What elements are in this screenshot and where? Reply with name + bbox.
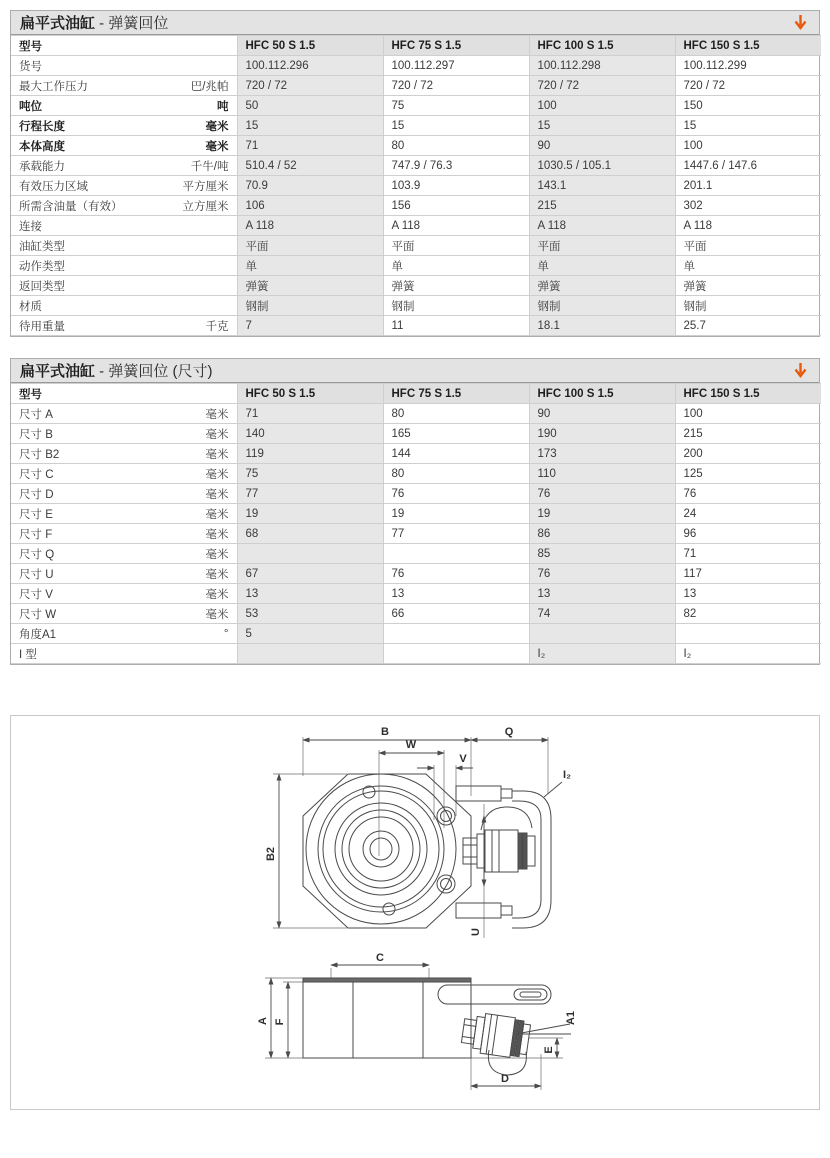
- model-header-row: [11, 384, 821, 404]
- row-unit: 毫米: [205, 140, 229, 153]
- spec-row: [11, 644, 821, 664]
- row-unit: 毫米: [205, 528, 229, 541]
- value-cell: 13: [237, 584, 383, 604]
- row-unit: 毫米: [205, 548, 229, 561]
- row-label-cell: [11, 96, 237, 116]
- value-cell: 125: [675, 464, 821, 484]
- download-arrow-icon: [793, 362, 808, 379]
- drawing-side-view: [265, 965, 571, 1090]
- spec-row: [11, 96, 821, 116]
- row-label: 尺寸 B2: [19, 448, 60, 461]
- dim-label-v: V: [459, 753, 467, 765]
- value-cell: 100: [529, 96, 675, 116]
- value-cell: 19: [237, 504, 383, 524]
- value-cell: 80: [383, 404, 529, 424]
- dimension-table: [11, 383, 821, 664]
- row-label-cell: [11, 136, 237, 156]
- row-label: 尺寸 W: [19, 608, 57, 621]
- value-cell: 70.9: [237, 176, 383, 196]
- value-cell: 302: [675, 196, 821, 216]
- value-cell: 50: [237, 96, 383, 116]
- value-cell: 76: [529, 484, 675, 504]
- row-unit: 毫米: [205, 120, 229, 133]
- dim-label-w: W: [405, 739, 417, 751]
- value-cell: 85: [529, 544, 675, 564]
- download-arrow-icon: [793, 14, 808, 31]
- value-cell: 173: [529, 444, 675, 464]
- download-button[interactable]: [791, 11, 810, 34]
- value-cell: 215: [675, 424, 821, 444]
- row-label-cell: [11, 276, 237, 296]
- value-cell: 1447.6 / 147.6: [675, 156, 821, 176]
- value-cell: 66: [383, 604, 529, 624]
- row-unit: 毫米: [205, 428, 229, 441]
- row-label-cell: [11, 256, 237, 276]
- value-cell: 钢制: [237, 296, 383, 316]
- value-cell: 钢制: [383, 296, 529, 316]
- value-cell: 80: [383, 464, 529, 484]
- value-cell: 144: [383, 444, 529, 464]
- spec-row: [11, 484, 821, 504]
- row-label-cell: [11, 584, 237, 604]
- row-label-cell: [11, 296, 237, 316]
- title-bold: 扁平式油缸: [20, 363, 96, 380]
- value-cell: 5: [237, 624, 383, 644]
- row-label-cell: [11, 504, 237, 524]
- value-cell: 720 / 72: [237, 76, 383, 96]
- dimension-panel: [10, 358, 820, 665]
- spec-row: [11, 316, 821, 336]
- row-label-cell: [11, 564, 237, 584]
- value-cell: I₂: [675, 644, 821, 664]
- dimension-panel-title: [20, 360, 213, 381]
- row-label-cell: [11, 76, 237, 96]
- value-cell: 76: [529, 564, 675, 584]
- row-unit: 巴/兆帕: [190, 80, 229, 93]
- row-unit: 毫米: [205, 488, 229, 501]
- row-label: 尺寸 B: [19, 428, 53, 441]
- row-unit: 吨: [217, 100, 229, 113]
- value-cell: 19: [529, 504, 675, 524]
- value-cell: 75: [237, 464, 383, 484]
- spec-row: [11, 56, 821, 76]
- value-cell: 67: [237, 564, 383, 584]
- value-cell: 13: [675, 584, 821, 604]
- row-label: 尺寸 V: [19, 588, 53, 601]
- spec-row: [11, 156, 821, 176]
- row-label-cell: [11, 424, 237, 444]
- row-label-cell: [11, 464, 237, 484]
- value-cell: 720 / 72: [675, 76, 821, 96]
- download-button[interactable]: [791, 359, 810, 382]
- value-cell: 720 / 72: [529, 76, 675, 96]
- value-cell: 15: [675, 116, 821, 136]
- row-label-cell: [11, 644, 237, 664]
- spec-row: [11, 424, 821, 444]
- row-unit: 毫米: [205, 608, 229, 621]
- row-unit: 千克: [205, 320, 229, 333]
- row-label: 货号: [19, 60, 42, 73]
- spec-row: [11, 116, 821, 136]
- row-label-cell: [11, 544, 237, 564]
- value-cell: 150: [675, 96, 821, 116]
- row-label: 尺寸 D: [19, 488, 54, 501]
- row-label-cell: [11, 236, 237, 256]
- value-cell: [675, 624, 821, 644]
- row-label-cell: [11, 404, 237, 424]
- value-cell: 110: [529, 464, 675, 484]
- value-cell: 53: [237, 604, 383, 624]
- value-cell: 140: [237, 424, 383, 444]
- value-cell: 平面: [237, 236, 383, 256]
- row-unit: 毫米: [205, 468, 229, 481]
- model-label-cell: 型号: [11, 384, 237, 404]
- model-name-cell: HFC 150 S 1.5: [675, 36, 821, 56]
- spec-row: [11, 256, 821, 276]
- value-cell: 200: [675, 444, 821, 464]
- value-cell: A 118: [675, 216, 821, 236]
- dim-label-d: D: [501, 1073, 509, 1085]
- dim-label-b: B: [381, 726, 389, 738]
- value-cell: 80: [383, 136, 529, 156]
- spec-row: [11, 544, 821, 564]
- spec-row: [11, 564, 821, 584]
- value-cell: 单: [529, 256, 675, 276]
- row-label: 吨位: [19, 100, 42, 113]
- value-cell: 156: [383, 196, 529, 216]
- model-label-cell: 型号: [11, 36, 237, 56]
- row-unit: 毫米: [205, 568, 229, 581]
- title-rest: - 弹簧回位: [95, 15, 169, 32]
- spec-row: [11, 604, 821, 624]
- row-label: 返回类型: [19, 280, 65, 293]
- row-label: 有效压力区域: [19, 180, 88, 193]
- value-cell: 71: [237, 404, 383, 424]
- spec-panel: [10, 10, 820, 337]
- row-label: 所需含油量（有效）: [19, 200, 123, 213]
- value-cell: 96: [675, 524, 821, 544]
- row-label-cell: [11, 444, 237, 464]
- value-cell: 143.1: [529, 176, 675, 196]
- value-cell: A 118: [383, 216, 529, 236]
- row-label-cell: [11, 316, 237, 336]
- value-cell: 77: [237, 484, 383, 504]
- row-label: 尺寸 E: [19, 508, 53, 521]
- value-cell: 平面: [529, 236, 675, 256]
- dim-label-i2: I₂: [563, 769, 571, 781]
- value-cell: 100: [675, 404, 821, 424]
- spec-row: [11, 524, 821, 544]
- value-cell: 74: [529, 604, 675, 624]
- value-cell: 71: [237, 136, 383, 156]
- value-cell: 19: [383, 504, 529, 524]
- row-label-cell: [11, 484, 237, 504]
- value-cell: 103.9: [383, 176, 529, 196]
- value-cell: 13: [383, 584, 529, 604]
- value-cell: A 118: [529, 216, 675, 236]
- value-cell: 100.112.298: [529, 56, 675, 76]
- spec-row: [11, 584, 821, 604]
- value-cell: 平面: [675, 236, 821, 256]
- dim-label-c: C: [376, 952, 384, 964]
- value-cell: 15: [383, 116, 529, 136]
- spec-panel-title: [20, 12, 168, 33]
- model-name-cell: HFC 100 S 1.5: [529, 384, 675, 404]
- row-unit: 平方厘米: [182, 180, 229, 193]
- value-cell: 1030.5 / 105.1: [529, 156, 675, 176]
- value-cell: [529, 624, 675, 644]
- dim-label-q: Q: [504, 726, 514, 738]
- spec-row: [11, 444, 821, 464]
- spec-table: [11, 35, 821, 336]
- row-unit: 毫米: [205, 448, 229, 461]
- spec-row: [11, 624, 821, 644]
- model-name-cell: HFC 75 S 1.5: [383, 36, 529, 56]
- spec-row: [11, 176, 821, 196]
- technical-drawing: [11, 716, 819, 1109]
- row-label: 角度A1: [19, 628, 57, 641]
- dim-label-a: A: [257, 1017, 269, 1025]
- spec-row: [11, 404, 821, 424]
- value-cell: 单: [383, 256, 529, 276]
- value-cell: 100.112.299: [675, 56, 821, 76]
- row-unit: 立方厘米: [182, 200, 229, 213]
- value-cell: 119: [237, 444, 383, 464]
- row-label: 尺寸 C: [19, 468, 54, 481]
- value-cell: 720 / 72: [383, 76, 529, 96]
- value-cell: 76: [383, 564, 529, 584]
- row-label-cell: [11, 216, 237, 236]
- value-cell: 15: [237, 116, 383, 136]
- value-cell: 201.1: [675, 176, 821, 196]
- row-label: 待用重量: [19, 320, 65, 333]
- value-cell: 747.9 / 76.3: [383, 156, 529, 176]
- row-label: 尺寸 Q: [19, 548, 55, 561]
- value-cell: 75: [383, 96, 529, 116]
- model-header-row: [11, 36, 821, 56]
- row-unit: 毫米: [205, 408, 229, 421]
- row-label-cell: [11, 604, 237, 624]
- row-label: 动作类型: [19, 260, 65, 273]
- spec-row: [11, 276, 821, 296]
- value-cell: 77: [383, 524, 529, 544]
- row-label-cell: [11, 116, 237, 136]
- spec-panel-header: [11, 11, 819, 35]
- model-name-cell: HFC 100 S 1.5: [529, 36, 675, 56]
- row-label-cell: [11, 524, 237, 544]
- model-name-cell: HFC 75 S 1.5: [383, 384, 529, 404]
- dim-label-e: E: [543, 1046, 555, 1054]
- row-label: I 型: [19, 648, 37, 661]
- value-cell: 25.7: [675, 316, 821, 336]
- value-cell: [383, 644, 529, 664]
- value-cell: [237, 544, 383, 564]
- dim-label-f: F: [274, 1018, 286, 1026]
- value-cell: 90: [529, 136, 675, 156]
- row-label: 最大工作压力: [19, 80, 88, 93]
- value-cell: 100.112.297: [383, 56, 529, 76]
- dim-label-a1: A1: [565, 1010, 577, 1026]
- row-label: 承载能力: [19, 160, 65, 173]
- value-cell: 18.1: [529, 316, 675, 336]
- value-cell: 76: [675, 484, 821, 504]
- row-label-cell: [11, 56, 237, 76]
- dim-label-b2: B2: [265, 846, 277, 862]
- value-cell: 76: [383, 484, 529, 504]
- value-cell: 68: [237, 524, 383, 544]
- spec-row: [11, 464, 821, 484]
- value-cell: 弹簧: [529, 276, 675, 296]
- drawing-top-view: [273, 737, 562, 938]
- value-cell: 单: [675, 256, 821, 276]
- spec-row: [11, 136, 821, 156]
- spec-row: [11, 504, 821, 524]
- spec-row: [11, 196, 821, 216]
- row-unit: °: [223, 627, 229, 640]
- row-label: 尺寸 A: [19, 408, 53, 421]
- dimension-panel-header: [11, 359, 819, 383]
- spec-row: [11, 216, 821, 236]
- spec-row: [11, 296, 821, 316]
- value-cell: [237, 644, 383, 664]
- value-cell: 106: [237, 196, 383, 216]
- title-rest: - 弹簧回位 (尺寸): [95, 363, 213, 380]
- value-cell: 弹簧: [675, 276, 821, 296]
- model-name-cell: HFC 50 S 1.5: [237, 36, 383, 56]
- value-cell: I₂: [529, 644, 675, 664]
- value-cell: 钢制: [529, 296, 675, 316]
- row-label-cell: [11, 624, 237, 644]
- value-cell: 90: [529, 404, 675, 424]
- row-unit: 千牛/吨: [190, 160, 229, 173]
- value-cell: 71: [675, 544, 821, 564]
- row-label-cell: [11, 156, 237, 176]
- value-cell: 单: [237, 256, 383, 276]
- value-cell: 117: [675, 564, 821, 584]
- spec-row: [11, 236, 821, 256]
- spec-row: [11, 76, 821, 96]
- dim-label-u: U: [470, 928, 482, 936]
- value-cell: 190: [529, 424, 675, 444]
- value-cell: A 118: [237, 216, 383, 236]
- row-unit: 毫米: [205, 508, 229, 521]
- value-cell: 165: [383, 424, 529, 444]
- value-cell: 100.112.296: [237, 56, 383, 76]
- value-cell: 100: [675, 136, 821, 156]
- value-cell: 82: [675, 604, 821, 624]
- value-cell: 24: [675, 504, 821, 524]
- row-label: 材质: [19, 300, 42, 313]
- row-label: 尺寸 U: [19, 568, 54, 581]
- value-cell: 11: [383, 316, 529, 336]
- row-label: 尺寸 F: [19, 528, 53, 541]
- value-cell: 弹簧: [383, 276, 529, 296]
- value-cell: 13: [529, 584, 675, 604]
- row-label: 行程长度: [19, 120, 65, 133]
- value-cell: 15: [529, 116, 675, 136]
- row-label: 连接: [19, 220, 42, 233]
- title-bold: 扁平式油缸: [20, 15, 96, 32]
- value-cell: 510.4 / 52: [237, 156, 383, 176]
- row-label: 本体高度: [19, 140, 65, 153]
- model-name-cell: HFC 50 S 1.5: [237, 384, 383, 404]
- row-label-cell: [11, 196, 237, 216]
- model-name-cell: HFC 150 S 1.5: [675, 384, 821, 404]
- row-unit: 毫米: [205, 588, 229, 601]
- value-cell: [383, 624, 529, 644]
- value-cell: [383, 544, 529, 564]
- technical-drawing-panel: [10, 715, 820, 1110]
- value-cell: 弹簧: [237, 276, 383, 296]
- value-cell: 86: [529, 524, 675, 544]
- row-label-cell: [11, 176, 237, 196]
- value-cell: 215: [529, 196, 675, 216]
- value-cell: 7: [237, 316, 383, 336]
- value-cell: 钢制: [675, 296, 821, 316]
- value-cell: 平面: [383, 236, 529, 256]
- row-label: 油缸类型: [19, 240, 65, 253]
